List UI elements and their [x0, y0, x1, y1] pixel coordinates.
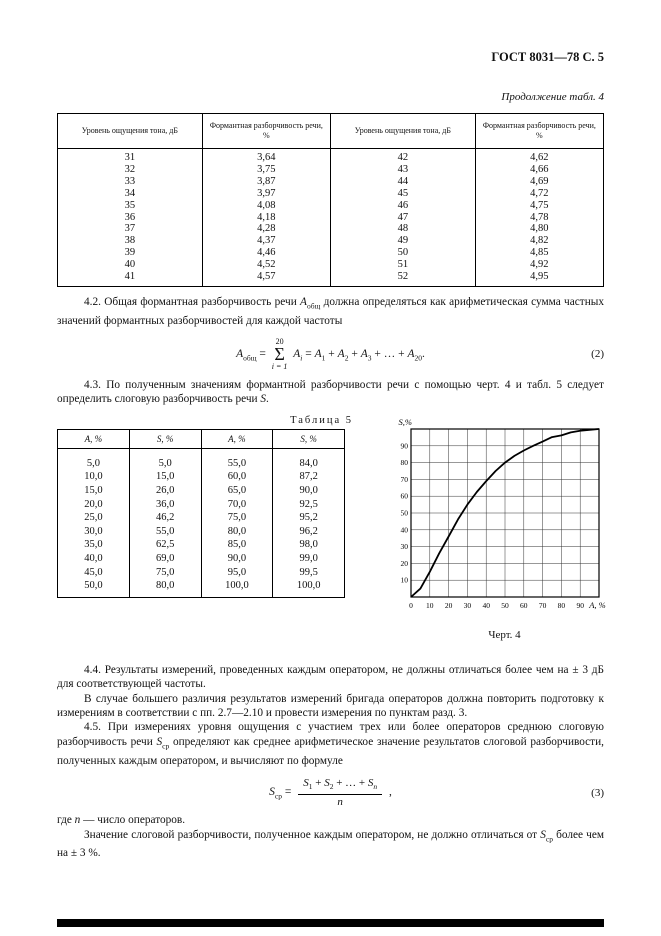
tone-level-table [57, 113, 604, 287]
svg-text:10: 10 [400, 575, 408, 585]
table-cell: 34 [58, 188, 203, 200]
table-row [58, 470, 345, 484]
paragraph-4-2: 4.2. Общая формантная разборчивость речи $A_{общ}$ должна определяться как арифметическая сумма частных значений формантных разборчивостей для каждой частоты [57, 295, 604, 327]
doc-header: ГОСТ 8031—78 С. 5 [491, 50, 604, 64]
table-cell: 80,0 [129, 579, 201, 597]
table4-continuation-label: Продолжение табл. 4 [501, 91, 604, 103]
table-row [58, 149, 604, 164]
table5-block [57, 415, 357, 598]
formula-2-lhs: $A_{общ}$ = [236, 347, 269, 362]
fraction [298, 777, 382, 808]
formula-3-number: (3) [591, 786, 604, 799]
paragraph-4-3: 4.3. По полученным значениям формантной разборчивости речи с помощью черт. 4 и табл. 5 следует определить слоговую разборчивость речи S. [57, 379, 604, 406]
table-cell: 44 [330, 176, 475, 188]
table-cell: 48 [330, 223, 475, 235]
svg-text:30: 30 [463, 600, 472, 610]
table-cell: 4,72 [475, 188, 603, 200]
table5-and-chart-row [57, 415, 604, 641]
table-row [58, 176, 604, 188]
table-cell: 4,80 [475, 223, 603, 235]
table-cell: 41 [58, 271, 203, 286]
table-row [58, 484, 345, 498]
table-row [58, 188, 604, 200]
table-cell: 51 [330, 259, 475, 271]
svg-text:20: 20 [444, 600, 453, 610]
column-header: А, % [58, 429, 130, 448]
table-row [58, 247, 604, 259]
table-row [58, 200, 604, 212]
table-row [58, 511, 345, 525]
svg-text:60: 60 [520, 600, 528, 610]
svg-text:20: 20 [400, 558, 408, 568]
paragraph-4-4-continued: В случае большего различия результатов измерений бригада операторов должна повторить подготовку к измерениям в соответствии с пп. 2.7—2.10 и провести измерения по пунктам разд. 3. [57, 692, 604, 720]
table-cell: 4,18 [202, 212, 330, 224]
svg-text:40: 40 [400, 525, 408, 535]
table-cell: 75,0 [201, 511, 273, 525]
table-cell: 4,66 [475, 164, 603, 176]
table-cell: 85,0 [201, 538, 273, 552]
svg-text:60: 60 [400, 491, 408, 501]
table-row [58, 525, 345, 539]
footer-bar [57, 919, 604, 927]
formula-2-number: (2) [591, 348, 604, 361]
svg-text:80: 80 [400, 457, 408, 467]
sum-upper-limit: 20 [275, 337, 284, 347]
svg-text:0: 0 [409, 600, 413, 610]
table-row [58, 223, 604, 235]
table-cell: 40 [58, 259, 203, 271]
table-cell: 75,0 [129, 566, 201, 580]
table-cell: 4,78 [475, 212, 603, 224]
table-cell: 4,57 [202, 271, 330, 286]
table-cell: 50,0 [58, 579, 130, 597]
svg-text:40: 40 [482, 600, 490, 610]
table-cell: 31 [58, 149, 203, 164]
chart-block [387, 415, 622, 641]
table-cell: 3,97 [202, 188, 330, 200]
table-cell: 69,0 [129, 552, 201, 566]
table-cell: 32 [58, 164, 203, 176]
table-cell: 87,2 [273, 470, 345, 484]
page-content [57, 0, 604, 861]
svg-text:70: 70 [400, 474, 408, 484]
articulation-chart [387, 415, 622, 615]
table-cell: 20,0 [58, 498, 130, 512]
table-cell: 35 [58, 200, 203, 212]
table-cell: 38 [58, 235, 203, 247]
table-cell: 62,5 [129, 538, 201, 552]
column-header: Уровень ощущения тона, дБ [330, 114, 475, 149]
svg-text:90: 90 [576, 600, 584, 610]
table-cell: 45 [330, 188, 475, 200]
summation-symbol [272, 337, 288, 371]
table-cell: 96,2 [273, 525, 345, 539]
column-header: S, % [129, 429, 201, 448]
articulation-table [57, 429, 345, 598]
table-row [58, 579, 345, 597]
svg-text:30: 30 [400, 541, 408, 551]
sigma-glyph: Σ [274, 344, 285, 365]
table-cell: 47 [330, 212, 475, 224]
table-row [58, 552, 345, 566]
table-cell: 92,5 [273, 498, 345, 512]
table-cell: 46 [330, 200, 475, 212]
table-row [58, 566, 345, 580]
svg-text:50: 50 [501, 600, 509, 610]
table-cell: 4,28 [202, 223, 330, 235]
svg-text:10: 10 [426, 600, 434, 610]
sum-lower-limit: i = 1 [271, 362, 288, 372]
column-header: Формантная разборчивость речи, % [202, 114, 330, 149]
table-cell: 84,0 [273, 448, 345, 470]
table-cell: 95,0 [201, 566, 273, 580]
table-cell: 10,0 [58, 470, 130, 484]
formula-2 [57, 332, 604, 376]
table-cell: 100,0 [201, 579, 273, 597]
table-cell: 36,0 [129, 498, 201, 512]
svg-text:90: 90 [400, 441, 408, 451]
table-cell: 100,0 [273, 579, 345, 597]
table-cell: 39 [58, 247, 203, 259]
table-cell: 4,62 [475, 149, 603, 164]
table-cell: 25,0 [58, 511, 130, 525]
column-header: А, % [201, 429, 273, 448]
table-cell: 98,0 [273, 538, 345, 552]
table-cell: 4,85 [475, 247, 603, 259]
table-cell: 4,52 [202, 259, 330, 271]
table-cell: 4,82 [475, 235, 603, 247]
table-cell: 15,0 [129, 470, 201, 484]
table-cell: 3,64 [202, 149, 330, 164]
table-cell: 4,08 [202, 200, 330, 212]
column-header: Формантная разборчивость речи, % [475, 114, 603, 149]
formula-2-rhs: $A_i = A_1 + A_2 + A_3$ + … + $A_{20}$. [293, 347, 425, 362]
paragraph-4-5-last: Значение слоговой разборчивости, полученное каждым оператором, не должно отличаться от $S_{ср}$ более чем на ± 3 %. [57, 828, 605, 860]
table-cell: 52 [330, 271, 475, 286]
table-cell: 4,92 [475, 259, 603, 271]
table-cell: 30,0 [58, 525, 130, 539]
table-cell: 99,0 [273, 552, 345, 566]
table-row [58, 259, 604, 271]
table-row [58, 235, 604, 247]
table-cell: 3,87 [202, 176, 330, 188]
formula-3-tail: , [388, 786, 392, 799]
table-row [58, 164, 604, 176]
table-cell: 60,0 [201, 470, 273, 484]
table-cell: 4,75 [475, 200, 603, 212]
table-cell: 5,0 [58, 448, 130, 470]
table-cell: 4,69 [475, 176, 603, 188]
table-cell: 70,0 [201, 498, 273, 512]
table-cell: 33 [58, 176, 203, 188]
svg-text:S,%: S,% [398, 416, 412, 427]
table-cell: 35,0 [58, 538, 130, 552]
svg-text:A, %: A, % [589, 599, 606, 610]
paragraph-4-4: 4.4. Результаты измерений, проведенных каждым оператором, не должны отличаться более чем на ± 3 дБ для соответствующей частоты. [57, 663, 604, 691]
paragraph-4-5: 4.5. При измерениях уровня ощущения с участием трех или более операторов среднюю слоговую разборчивость речи $S_{ср}$ определяют как среднее арифметическое значение результатов слоговой разборчивости, полученных каждым оператором, и вычисляют по формуле [57, 721, 604, 767]
fraction-numerator: $S_1 + S_2$ + … + $S_n$ [298, 777, 382, 795]
table-row [58, 498, 345, 512]
table-cell: 42 [330, 149, 475, 164]
table-cell: 36 [58, 212, 203, 224]
formula-3-lhs: $S_{ср}$ = [269, 786, 295, 801]
table-cell: 49 [330, 235, 475, 247]
table-cell: 26,0 [129, 484, 201, 498]
table-cell: 15,0 [58, 484, 130, 498]
formula-2-body [236, 337, 425, 372]
svg-text:80: 80 [557, 600, 566, 610]
table-cell: 55,0 [129, 525, 201, 539]
table-cell: 45,0 [58, 566, 130, 580]
table-cell: 80,0 [201, 525, 273, 539]
table-cell: 43 [330, 164, 475, 176]
table-cell: 46,2 [129, 511, 201, 525]
table-cell: 90,0 [201, 552, 273, 566]
table-cell: 95,2 [273, 511, 345, 525]
svg-text:50: 50 [400, 508, 408, 518]
table-cell: 50 [330, 247, 475, 259]
table-row [58, 538, 345, 552]
table-cell: 4,46 [202, 247, 330, 259]
table-row [58, 448, 345, 470]
fraction-denominator: n [337, 796, 343, 809]
table-cell: 4,37 [202, 235, 330, 247]
chart-caption: Черт. 4 [488, 628, 521, 641]
table-row [58, 271, 604, 286]
table5-label: Таблица 5 [290, 414, 353, 426]
table-cell: 5,0 [129, 448, 201, 470]
table-cell: 40,0 [58, 552, 130, 566]
table-cell: 37 [58, 223, 203, 235]
table-cell: 3,75 [202, 164, 330, 176]
column-header: Уровень ощущения тона, дБ [58, 114, 203, 149]
table-cell: 55,0 [201, 448, 273, 470]
table-row [58, 212, 604, 224]
table-cell: 99,5 [273, 566, 345, 580]
where-clause: где n — число операторов. [57, 814, 186, 827]
svg-text:70: 70 [538, 600, 547, 610]
table-cell: 65,0 [201, 484, 273, 498]
table-cell: 4,95 [475, 271, 603, 286]
column-header: S, % [273, 429, 345, 448]
table-cell: 90,0 [273, 484, 345, 498]
formula-3 [57, 772, 604, 813]
